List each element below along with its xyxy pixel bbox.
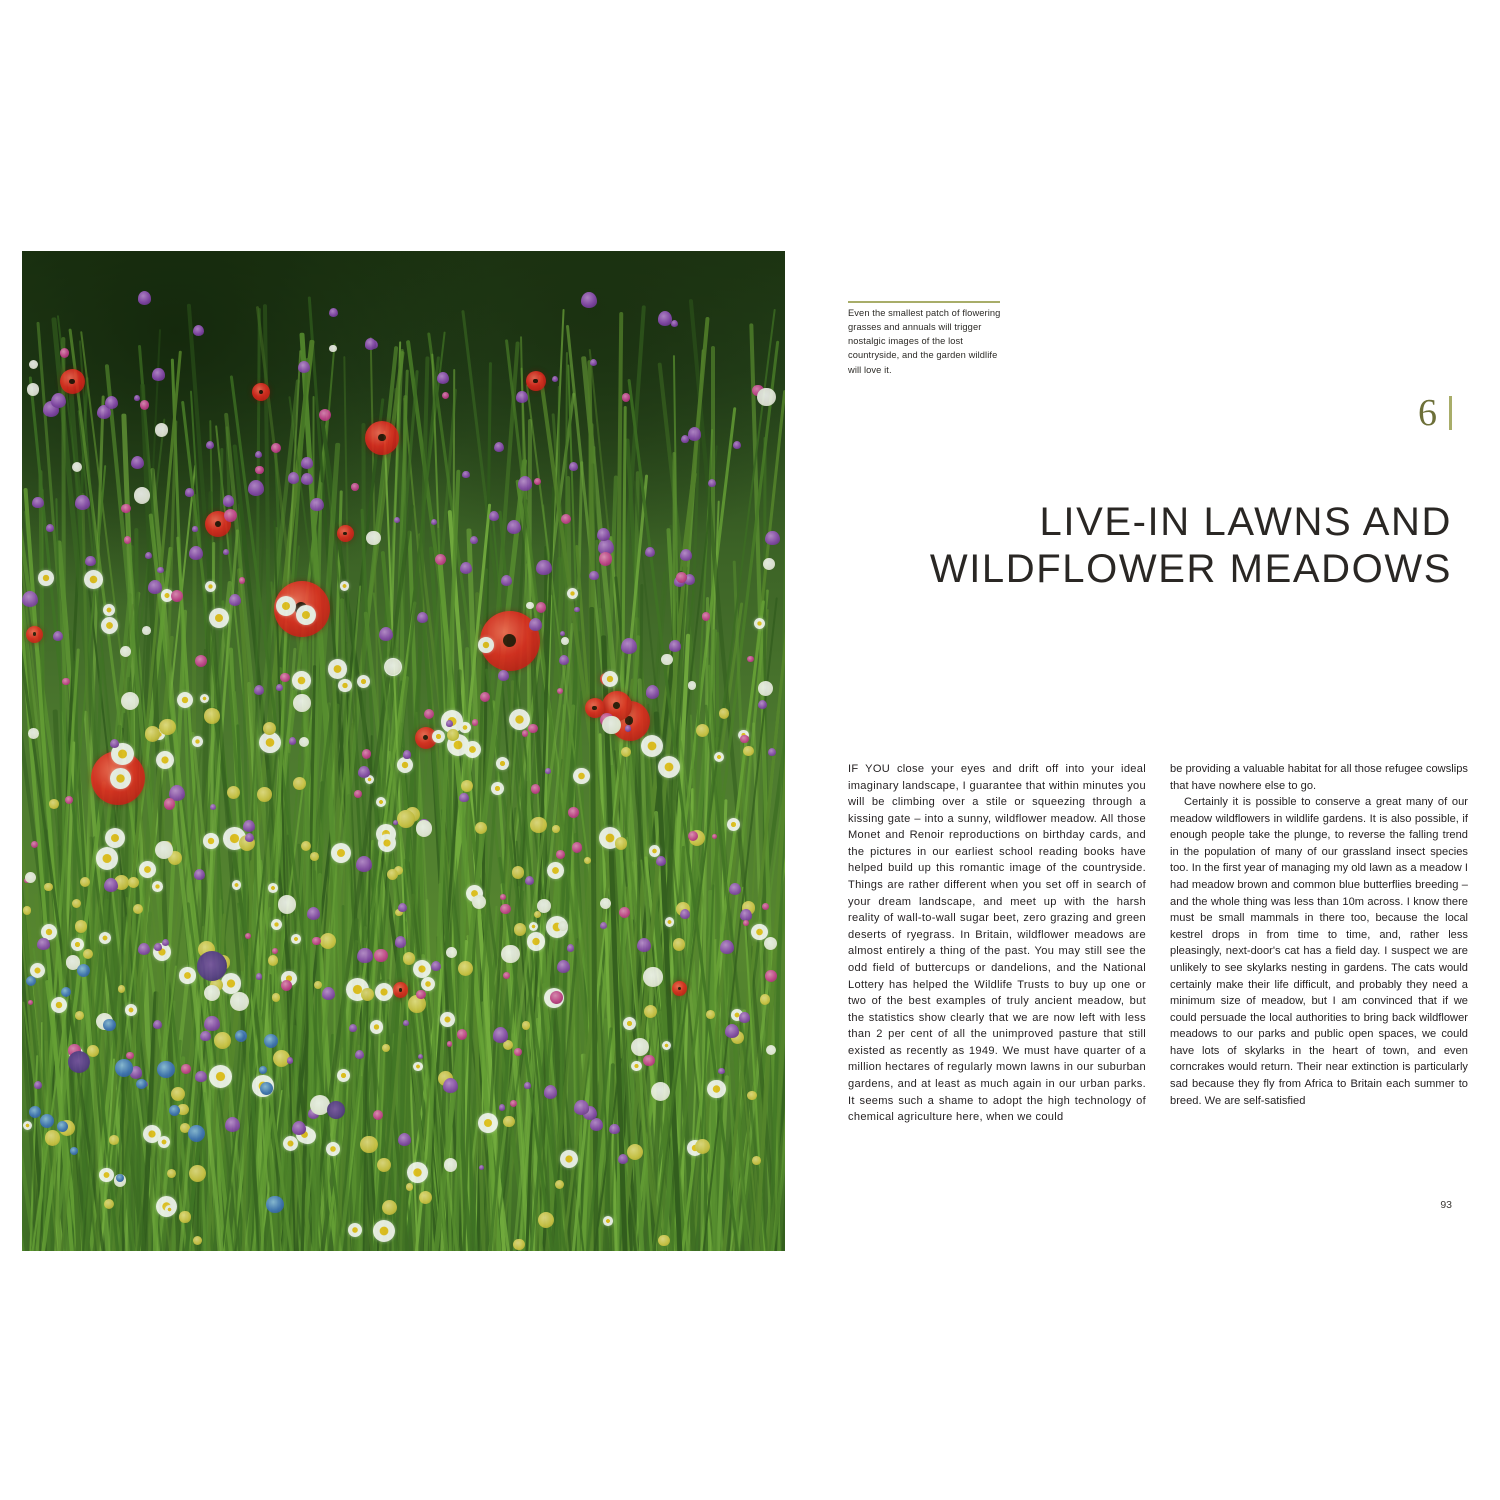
body-columns bbox=[848, 761, 1468, 1126]
body-column-left bbox=[848, 761, 1146, 1126]
chapter-title bbox=[832, 499, 1452, 593]
chapter-title-line-2: WILDFLOWER MEADOWS bbox=[929, 547, 1452, 592]
chapter-number: 6 bbox=[1418, 392, 1437, 434]
photo-caption: Even the smallest patch of flowering grasses and annuals will trigger nostalgic images of the lost countryside, and the garden wildlife will love it. bbox=[848, 308, 1001, 375]
paragraph: be providing a valuable habitat for all those refugee cowslips that have nowhere else to go. bbox=[1170, 763, 1468, 792]
chapter-title-line-1: LIVE-IN LAWNS AND bbox=[1039, 500, 1452, 544]
paragraph: IF YOU close your eyes and drift off into your ideal imaginary landscape, I guarantee that within minutes you will be climbing over a stile or squeezing through a kissing gate – into a sunny, wildflower meadow. All those Monet and Renoir reproductions on birthday cards, and the pictures in our earliest school reading books have helped build up this romantic image of the countryside. Things are rather different when you set off in search of your dream landscape, and meet up with the harsh reality of wall-to-wall sugar beet, zero grazing and green deserts of ryegrass. In Britain, wildflower meadows are almost entirely a thing of the past. You may still see the odd field of buttercups or dandelions, and the National Lottery has helped the Wildlife Trusts to buy up one or two of the best examples of truly ancient meadow, but the statistics show clearly that we are now left with less than 2 per cent of all the unimproved pasture that still existed as recently as 1949. We must have quarter of a million hectares of regularly mown lawns in our suburban gardens, and at least as much again in our urban parks. It seems such a shame to adopt the high technology of chemical agriculture here, when we could bbox=[848, 763, 1146, 1124]
right-page-text bbox=[800, 251, 1480, 1251]
wildflower-meadow-photograph bbox=[22, 251, 785, 1251]
caption-rule bbox=[848, 301, 1000, 303]
flowers-layer bbox=[22, 251, 785, 1251]
chapter-number-rule bbox=[1449, 396, 1452, 430]
left-page-photo bbox=[22, 251, 785, 1251]
body-column-right bbox=[1170, 761, 1468, 1126]
paragraph: Certainly it is possible to conserve a great many of our meadow wildflowers in wildlife gardens. It is also possible, if enough people take the plunge, to reverse the falling trend in the population of many of our grassland insect species too. In the first year of managing my old lawn as a meadow I had meadow brown and common blue butterflies breeding – and the whole thing was less than 10m across. I know there must be small mammals in there too, because the local kestrel drops in from time to time, and, rather less pleasingly, next-door's cat has a field day. I suspect we are unlikely to see skylarks nesting in gardens. The cats would certainly make their life difficult, and probably they need a minimum size of meadow, but I am convinced that if we could persuade the local authorities to bring back wildflower meadows to our parks and public open spaces, we could have lots of skylarks in the heart of town, and even corncrakes would return. Their near extinction is particularly sad because they fly from Africa to Britain each summer to breed. We are self-satisfied bbox=[1170, 796, 1468, 1107]
chapter-number-group bbox=[1418, 394, 1452, 432]
page-number: 93 bbox=[1440, 1199, 1452, 1211]
